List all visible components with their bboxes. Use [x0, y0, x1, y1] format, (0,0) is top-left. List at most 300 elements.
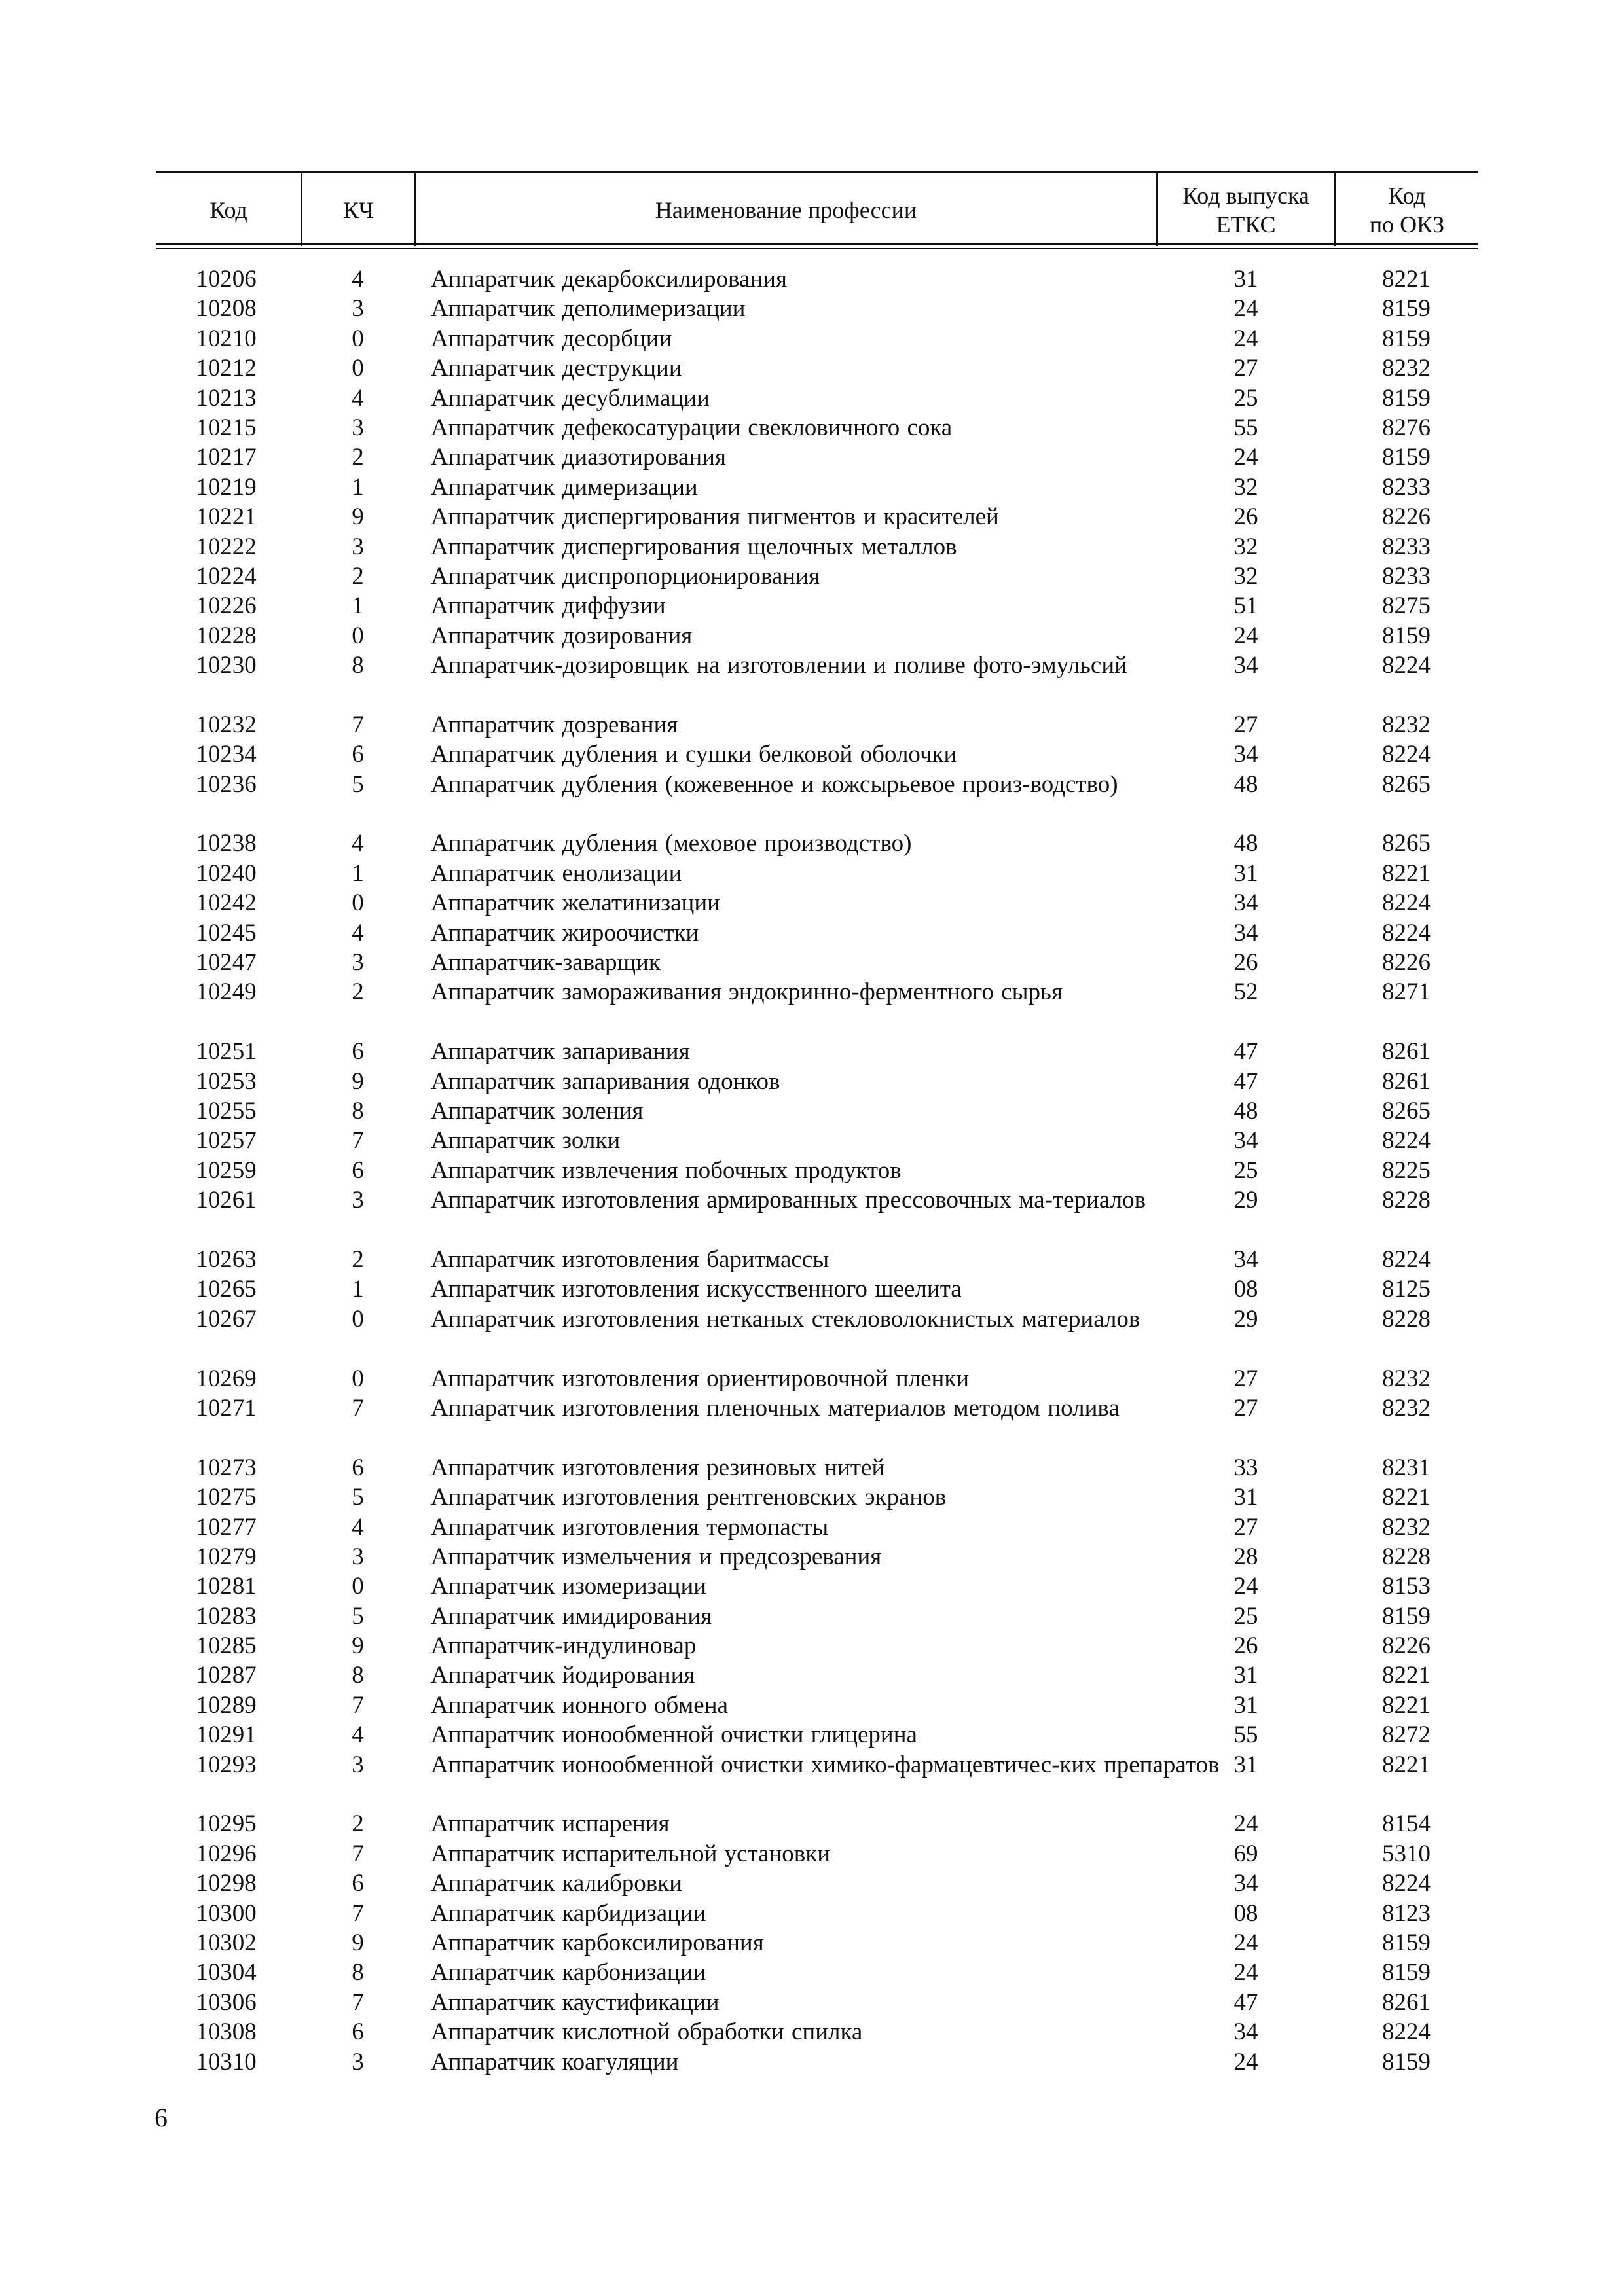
control-digit: 6	[352, 741, 364, 768]
etks-code: 27	[1233, 355, 1258, 382]
profession-code: 10300	[196, 1899, 257, 1927]
okz-code: 8228	[1382, 1543, 1431, 1570]
control-digit: 0	[352, 1305, 364, 1333]
control-digit: 7	[352, 1127, 364, 1155]
profession-code: 10296	[196, 1840, 257, 1867]
okz-code: 8232	[1382, 355, 1431, 382]
etks-code: 26	[1233, 1632, 1258, 1660]
okz-code: 8221	[1382, 1751, 1431, 1778]
table-row	[156, 1602, 1478, 1631]
etks-code: 32	[1233, 533, 1258, 560]
okz-code: 8232	[1382, 1365, 1431, 1392]
profession-name: Аппаратчик изготовления рентгеновских экранов	[431, 1484, 947, 1511]
profession-name: Аппаратчик дубления (кожевенное и кожсырьевое произ-водство)	[431, 770, 1118, 798]
profession-name: Аппаратчик жироочистки	[431, 919, 699, 946]
control-digit: 4	[352, 384, 364, 412]
okz-code: 8272	[1382, 1721, 1431, 1749]
profession-name: Аппаратчик диспергирования щелочных металлов	[431, 533, 957, 560]
profession-name: Аппаратчик запаривания	[431, 1038, 690, 1066]
profession-code: 10253	[196, 1067, 257, 1095]
etks-code: 08	[1233, 1899, 1258, 1927]
table-row	[156, 1542, 1478, 1571]
etks-code: 31	[1233, 1662, 1258, 1689]
profession-name: Аппаратчик десублимации	[431, 384, 710, 412]
table-row	[156, 1839, 1478, 1869]
okz-code: 8224	[1382, 919, 1431, 946]
profession-name: Аппаратчик диффузии	[431, 592, 666, 620]
okz-code: 8224	[1382, 741, 1431, 768]
profession-name: Аппаратчик-индулиновар	[431, 1632, 697, 1660]
etks-code: 34	[1233, 889, 1258, 917]
profession-code: 10275	[196, 1484, 257, 1511]
table-row	[156, 502, 1478, 531]
control-digit: 5	[352, 1602, 364, 1630]
profession-name: Аппаратчик-дозировщик на изготовлении и поливе фото-эмульсий	[431, 652, 1127, 679]
okz-code: 8123	[1382, 1899, 1431, 1927]
profession-name: Аппаратчик калибровки	[431, 1870, 683, 1897]
profession-code: 10306	[196, 1988, 257, 2016]
table-row	[156, 1571, 1478, 1601]
profession-code: 10230	[196, 652, 257, 679]
etks-code: 33	[1233, 1454, 1258, 1481]
etks-code: 55	[1233, 1721, 1258, 1749]
profession-name: Аппаратчик изготовления ориентировочной пленки	[431, 1365, 970, 1392]
table-row	[156, 1185, 1478, 1245]
okz-code: 8224	[1382, 1870, 1431, 1897]
etks-code: 48	[1233, 1097, 1258, 1124]
okz-code: 8224	[1382, 889, 1431, 917]
table-row	[156, 1067, 1478, 1096]
etks-code: 47	[1233, 1067, 1258, 1095]
okz-code: 8221	[1382, 1484, 1431, 1511]
okz-code: 8159	[1382, 325, 1431, 352]
control-digit: 2	[352, 444, 364, 471]
profession-name: Аппаратчик дубления (меховое производство)	[431, 830, 912, 857]
etks-code: 24	[1233, 1959, 1258, 1986]
control-digit: 7	[352, 1988, 364, 2016]
table-row	[156, 1126, 1478, 1155]
table-row	[156, 442, 1478, 472]
okz-code: 8271	[1382, 978, 1431, 1006]
profession-name: Аппаратчик карбонизации	[431, 1959, 706, 1986]
etks-code: 24	[1233, 325, 1258, 352]
profession-name: Аппаратчик дефекосатурации свекловичного сока	[431, 414, 953, 441]
profession-code: 10232	[196, 711, 257, 738]
profession-code: 10273	[196, 1454, 257, 1481]
profession-code: 10291	[196, 1721, 257, 1749]
etks-code: 26	[1233, 949, 1258, 977]
table-row	[156, 1750, 1478, 1810]
profession-name: Аппаратчик извлечения побочных продуктов	[431, 1157, 902, 1184]
table-row	[156, 294, 1478, 323]
profession-code: 10208	[196, 295, 257, 323]
okz-code: 8221	[1382, 1691, 1431, 1719]
okz-code: 8261	[1382, 1038, 1431, 1066]
okz-code: 8221	[1382, 859, 1431, 887]
control-digit: 0	[352, 622, 364, 649]
profession-code: 10206	[196, 266, 257, 293]
etks-code: 27	[1233, 1365, 1258, 1392]
profession-name: Аппаратчик карбоксилирования	[431, 1929, 764, 1956]
profession-code: 10240	[196, 859, 257, 887]
profession-code: 10277	[196, 1513, 257, 1541]
profession-name: Аппаратчик енолизации	[431, 859, 682, 887]
page-number: 6	[155, 2103, 168, 2132]
control-digit: 3	[352, 295, 364, 323]
profession-code: 10222	[196, 533, 257, 560]
profession-code: 10228	[196, 622, 257, 649]
profession-code: 10259	[196, 1157, 257, 1184]
control-digit: 1	[352, 592, 364, 620]
profession-name: Аппаратчик-заварщик	[431, 949, 661, 977]
table-row	[156, 1096, 1478, 1126]
control-digit: 2	[352, 978, 364, 1006]
etks-code: 26	[1233, 503, 1258, 531]
table-row	[156, 1899, 1478, 1928]
table-row	[156, 1869, 1478, 1898]
table-row	[156, 1631, 1478, 1660]
control-digit: 1	[352, 1276, 364, 1303]
control-digit: 3	[352, 1751, 364, 1778]
table-row	[156, 2017, 1478, 2047]
control-digit: 4	[352, 266, 364, 293]
control-digit: 6	[352, 1454, 364, 1481]
profession-code: 10238	[196, 830, 257, 857]
table-row	[156, 1156, 1478, 1185]
table-row	[156, 710, 1478, 740]
table-row	[156, 1453, 1478, 1482]
profession-code: 10212	[196, 355, 257, 382]
table-row	[156, 651, 1478, 710]
profession-code: 10217	[196, 444, 257, 471]
etks-code: 34	[1233, 919, 1258, 946]
okz-code: 8159	[1382, 384, 1431, 412]
control-digit: 2	[352, 562, 364, 590]
control-digit: 3	[352, 2048, 364, 2075]
profession-name: Аппаратчик ионного обмена	[431, 1691, 728, 1719]
okz-code: 8226	[1382, 1632, 1431, 1660]
profession-name: Аппаратчик дубления и сушки белковой оболочки	[431, 741, 957, 768]
etks-code: 24	[1233, 1929, 1258, 1956]
table-row	[156, 1660, 1478, 1690]
okz-code: 8225	[1382, 1157, 1431, 1184]
okz-code: 8231	[1382, 1454, 1431, 1481]
control-digit: 8	[352, 652, 364, 679]
profession-name: Аппаратчик йодирования	[431, 1662, 695, 1689]
profession-name: Аппаратчик изомеризации	[431, 1573, 707, 1600]
table-row	[156, 829, 1478, 858]
profession-code: 10283	[196, 1602, 257, 1630]
table-row	[156, 1720, 1478, 1749]
control-digit: 2	[352, 1810, 364, 1838]
okz-code: 8226	[1382, 949, 1431, 977]
control-digit: 3	[352, 414, 364, 441]
table-row	[156, 2047, 1478, 2077]
table-row	[156, 1304, 1478, 1364]
control-digit: 9	[352, 1067, 364, 1095]
profession-name: Аппаратчик испарительной установки	[431, 1840, 831, 1867]
control-digit: 2	[352, 1246, 364, 1273]
profession-code: 10289	[196, 1691, 257, 1719]
table-row	[156, 1364, 1478, 1393]
profession-name: Аппаратчик деполимеризации	[431, 295, 746, 323]
profession-code: 10226	[196, 592, 257, 620]
control-digit: 9	[352, 1632, 364, 1660]
okz-code: 8232	[1382, 711, 1431, 738]
table-row	[156, 977, 1478, 1037]
header-profession-name: Наименование профессии	[655, 196, 917, 223]
okz-code: 8159	[1382, 444, 1431, 471]
control-digit: 0	[352, 889, 364, 917]
control-digit: 5	[352, 770, 364, 798]
profession-name: Аппаратчик изготовления термопасты	[431, 1513, 829, 1541]
control-digit: 0	[352, 325, 364, 352]
okz-code: 8228	[1382, 1187, 1431, 1214]
profession-name: Аппаратчик коагуляции	[431, 2048, 679, 2075]
okz-code: 8224	[1382, 1246, 1431, 1273]
etks-code: 25	[1233, 1602, 1258, 1630]
etks-code: 34	[1233, 1246, 1258, 1273]
etks-code: 08	[1233, 1276, 1258, 1303]
etks-code: 31	[1233, 1691, 1258, 1719]
etks-code: 69	[1233, 1840, 1258, 1867]
profession-name: Аппаратчик ионообменной очистки глицерина	[431, 1721, 917, 1749]
etks-code: 51	[1233, 592, 1258, 620]
control-digit: 4	[352, 1513, 364, 1541]
okz-code: 8154	[1382, 1810, 1431, 1838]
control-digit: 4	[352, 830, 364, 857]
etks-code: 52	[1233, 978, 1258, 1006]
profession-name: Аппаратчик кислотной обработки спилка	[431, 2018, 863, 2046]
okz-code: 8232	[1382, 1513, 1431, 1541]
profession-name: Аппаратчик имидирования	[431, 1602, 712, 1630]
okz-code: 8153	[1382, 1573, 1431, 1600]
profession-code: 10255	[196, 1097, 257, 1124]
okz-code: 8159	[1382, 622, 1431, 649]
profession-code: 10224	[196, 562, 257, 590]
profession-code: 10234	[196, 741, 257, 768]
table-row	[156, 1988, 1478, 2017]
etks-code: 27	[1233, 711, 1258, 738]
table-row	[156, 532, 1478, 562]
profession-code: 10293	[196, 1751, 257, 1778]
table-row	[156, 1274, 1478, 1304]
control-digit: 3	[352, 1543, 364, 1570]
header-code: Код	[210, 196, 247, 223]
control-digit: 8	[352, 1662, 364, 1689]
okz-code: 8275	[1382, 592, 1431, 620]
control-digit: 8	[352, 1097, 364, 1124]
profession-name: Аппаратчик замораживания эндокринно-ферментного сырья	[431, 978, 1063, 1006]
profession-code: 10261	[196, 1187, 257, 1214]
control-digit: 0	[352, 355, 364, 382]
table-row	[156, 1958, 1478, 1987]
okz-code: 8159	[1382, 1929, 1431, 1956]
profession-name: Аппаратчик дозирования	[431, 622, 693, 649]
profession-code: 10215	[196, 414, 257, 441]
profession-name: Аппаратчик золения	[431, 1097, 644, 1124]
okz-code: 8159	[1382, 1959, 1431, 1986]
etks-code: 47	[1233, 1988, 1258, 2016]
table-row	[156, 591, 1478, 620]
control-digit: 0	[352, 1573, 364, 1600]
table-row	[156, 353, 1478, 383]
table-row	[156, 1245, 1478, 1274]
table-row	[156, 384, 1478, 413]
control-digit: 3	[352, 1187, 364, 1214]
profession-name: Аппаратчик золки	[431, 1127, 621, 1155]
profession-name: Аппаратчик димеризации	[431, 473, 698, 501]
etks-code: 24	[1233, 295, 1258, 323]
etks-code: 47	[1233, 1038, 1258, 1066]
etks-code: 34	[1233, 1127, 1258, 1155]
okz-code: 8233	[1382, 533, 1431, 560]
profession-code: 10242	[196, 889, 257, 917]
profession-name: Аппаратчик каустификации	[431, 1988, 720, 2016]
control-digit: 6	[352, 2018, 364, 2046]
okz-code: 8221	[1382, 266, 1431, 293]
okz-code: 8221	[1382, 1662, 1431, 1689]
table-row	[156, 1809, 1478, 1839]
etks-code: 27	[1233, 1394, 1258, 1422]
table-row	[156, 413, 1478, 442]
control-digit: 0	[352, 1365, 364, 1392]
table-row	[156, 562, 1478, 591]
control-digit: 7	[352, 1394, 364, 1422]
profession-code: 10236	[196, 770, 257, 798]
profession-code: 10302	[196, 1929, 257, 1956]
control-digit: 4	[352, 1721, 364, 1749]
table-row	[156, 1928, 1478, 1958]
profession-code: 10245	[196, 919, 257, 946]
profession-name: Аппаратчик карбидизации	[431, 1899, 706, 1927]
profession-name: Аппаратчик дозревания	[431, 711, 678, 738]
profession-name: Аппаратчик изготовления баритмассы	[431, 1246, 830, 1273]
table-row	[156, 324, 1478, 353]
okz-code: 8159	[1382, 2048, 1431, 2075]
table-row	[156, 1691, 1478, 1720]
etks-code: 31	[1233, 1751, 1258, 1778]
okz-code: 5310	[1382, 1840, 1431, 1867]
header-okz-code: Код по ОКЗ	[1369, 182, 1445, 238]
okz-code: 8233	[1382, 562, 1431, 590]
okz-code: 8265	[1382, 1097, 1431, 1124]
table-header	[156, 171, 1478, 249]
profession-code: 10269	[196, 1365, 257, 1392]
table-row	[156, 473, 1478, 502]
profession-name: Аппаратчик десорбции	[431, 325, 672, 352]
table-row	[156, 1037, 1478, 1066]
table-row	[156, 621, 1478, 651]
profession-name: Аппаратчик испарения	[431, 1810, 670, 1838]
etks-code: 34	[1233, 1870, 1258, 1897]
etks-code: 55	[1233, 414, 1258, 441]
control-digit: 3	[352, 533, 364, 560]
control-digit: 7	[352, 1691, 364, 1719]
etks-code: 48	[1233, 830, 1258, 857]
okz-code: 8265	[1382, 830, 1431, 857]
professions-table	[156, 171, 1478, 2077]
okz-code: 8261	[1382, 1067, 1431, 1095]
table-row	[156, 264, 1478, 294]
profession-name: Аппаратчик изготовления пленочных материалов методом полива	[431, 1394, 1120, 1422]
header-kch: КЧ	[343, 196, 374, 223]
etks-code: 27	[1233, 1513, 1258, 1541]
control-digit: 6	[352, 1870, 364, 1897]
etks-code: 48	[1233, 770, 1258, 798]
etks-code: 24	[1233, 1810, 1258, 1838]
okz-code: 8159	[1382, 1602, 1431, 1630]
profession-name: Аппаратчик ионообменной очистки химико-фармацевтичес-ких препаратов	[431, 1751, 1220, 1778]
control-digit: 5	[352, 1484, 364, 1511]
okz-code: 8265	[1382, 770, 1431, 798]
header-etks-code: Код выпуска ЕТКС	[1182, 182, 1309, 238]
control-digit: 4	[352, 919, 364, 946]
etks-code: 24	[1233, 1573, 1258, 1600]
control-digit: 1	[352, 859, 364, 887]
okz-code: 8224	[1382, 652, 1431, 679]
profession-code: 10308	[196, 2018, 257, 2046]
profession-code: 10304	[196, 1959, 257, 1986]
profession-name: Аппаратчик изготовления искусственного шеелита	[431, 1276, 962, 1303]
etks-code: 24	[1233, 2048, 1258, 2075]
okz-code: 8261	[1382, 1988, 1431, 2016]
table-row	[156, 859, 1478, 888]
okz-code: 8276	[1382, 414, 1431, 441]
control-digit: 1	[352, 473, 364, 501]
profession-name: Аппаратчик диспергирования пигментов и красителей	[431, 503, 999, 531]
profession-name: Аппаратчик желатинизации	[431, 889, 720, 917]
okz-code: 8125	[1382, 1276, 1431, 1303]
okz-code: 8228	[1382, 1305, 1431, 1333]
profession-code: 10310	[196, 2048, 257, 2075]
control-digit: 7	[352, 1899, 364, 1927]
profession-code: 10267	[196, 1305, 257, 1333]
etks-code: 25	[1233, 1157, 1258, 1184]
profession-code: 10281	[196, 1573, 257, 1600]
etks-code: 28	[1233, 1543, 1258, 1570]
profession-name: Аппаратчик деструкции	[431, 355, 682, 382]
table-row	[156, 918, 1478, 948]
table-row	[156, 888, 1478, 918]
etks-code: 24	[1233, 444, 1258, 471]
control-digit: 8	[352, 1959, 364, 1986]
etks-code: 29	[1233, 1305, 1258, 1333]
table-body	[156, 264, 1478, 2077]
profession-code: 10287	[196, 1662, 257, 1689]
etks-code: 25	[1233, 384, 1258, 412]
profession-name: Аппаратчик декарбоксилирования	[431, 266, 787, 293]
profession-name: Аппаратчик изготовления нетканых стекловолокнистых материалов	[431, 1305, 1140, 1333]
profession-code: 10213	[196, 384, 257, 412]
control-digit: 7	[352, 711, 364, 738]
profession-code: 10247	[196, 949, 257, 977]
control-digit: 9	[352, 503, 364, 531]
profession-code: 10249	[196, 978, 257, 1006]
control-digit: 6	[352, 1038, 364, 1066]
profession-code: 10219	[196, 473, 257, 501]
profession-code: 10295	[196, 1810, 257, 1838]
table-row	[156, 770, 1478, 829]
etks-code: 34	[1233, 652, 1258, 679]
table-row	[156, 740, 1478, 769]
profession-name: Аппаратчик изготовления армированных прессовочных ма-териалов	[431, 1187, 1146, 1214]
etks-code: 29	[1233, 1187, 1258, 1214]
profession-code: 10298	[196, 1870, 257, 1897]
etks-code: 24	[1233, 622, 1258, 649]
table-row	[156, 1393, 1478, 1453]
etks-code: 32	[1233, 473, 1258, 501]
